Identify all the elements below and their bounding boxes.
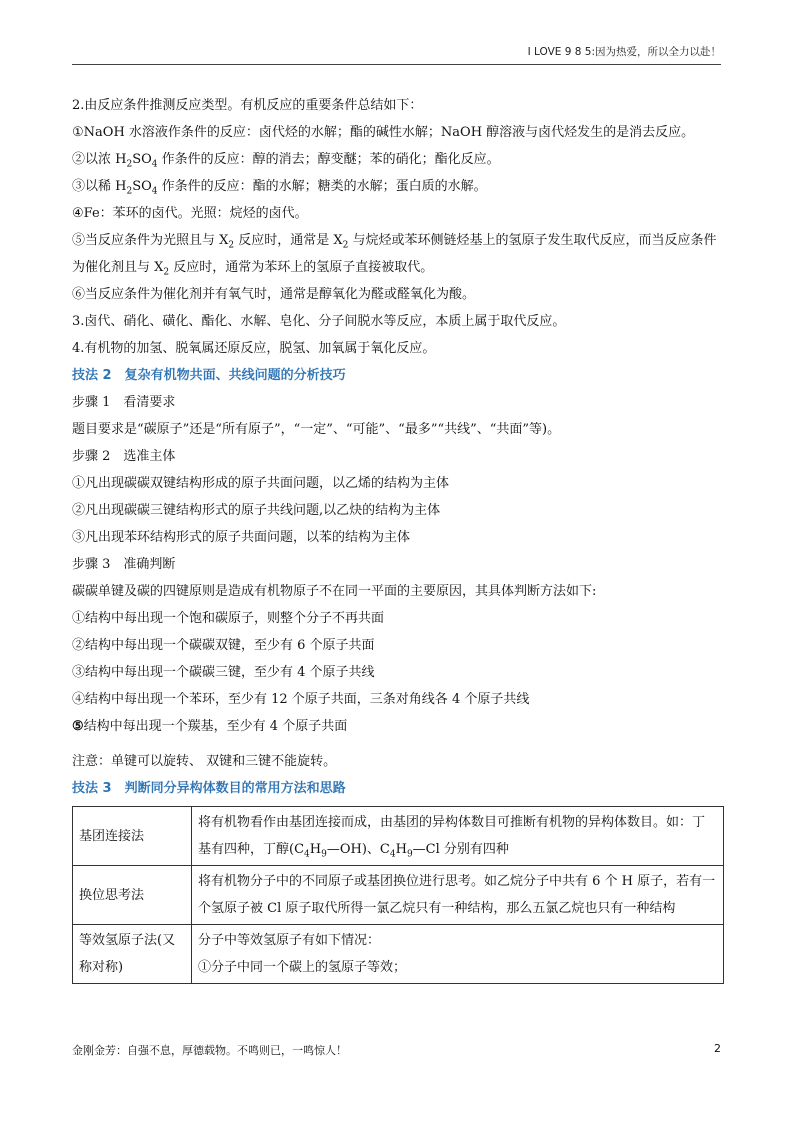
step3-title: 步骤 3 准确判断 [72,557,176,572]
step3-item-3: ③结构中每出现一个碳碳三键，至少有 4 个原子共线 [72,665,375,680]
table-row [73,807,724,866]
step3-item-4: ④结构中每出现一个苯环，至少有 12 个原子共面，三条对角线各 4 个原子共线 [72,692,530,707]
step2-item-3: ③凡出现苯环结构形式的原子共面问题，以苯的结构为主体 [72,530,411,545]
condition-item-6: ⑥当反应条件为催化剂并有氧气时，通常是醇氧化为醛或醛氧化为酸。 [72,287,476,302]
method-name: 换位思考法 [73,866,192,925]
step3-item-5: ⑤结构中每出现一个羰基，至少有 4 个原子共面 [72,719,348,734]
section2-intro: 2.由反应条件推测反应类型。有机反应的重要条件总结如下： [72,98,423,113]
header-divider [72,64,721,65]
method-name: 基团连接法 [73,807,192,866]
point-4: 4.有机物的加氢、脱氧属还原反应，脱氢、加氧属于氧化反应。 [72,341,436,356]
point-3: 3.卤代、硝化、磺化、酯化、水解、皂化、分子间脱水等反应，本质上属于取代反应。 [72,314,566,329]
condition-item-5: ⑤当反应条件为光照且与 $X_2$ 反应时，通常是 $X_2$ 与烷烃或苯环侧链烃基上的氢原子发生取代反应，而当反应条件为催化剂且与 $X_2$ 反应时，通常为苯环上的氢原子直接被取代。 [72,233,717,278]
step3-item-1: ①结构中每出现一个饱和碳原子，则整个分子不再共面 [72,611,385,626]
step3-item-2: ②结构中每出现一个碳碳双键，至少有 6 个原子共面 [72,638,375,653]
condition-item-1: ①NaOH 水溶液作条件的反应：卤代烃的水解；酯的碱性水解；NaOH 醇溶液与卤代烃发生的是消去反应。 [72,125,695,140]
technique2-heading: 技法 2 复杂有机物共面、共线问题的分析技巧 [72,368,346,383]
method-description: 将有机物分子中的不同原子或基团换位进行思考。如乙烷分子中共有 6 个 H 原子，若有一个氢原子被 Cl 原子取代所得一氯乙烷只有一种结构，那么五氯乙烷也只有一种结构 [192,866,724,925]
condition-item-2: ②以浓 $H_2SO_4$ 作条件的反应：醇的消去；醇变醚；苯的硝化；酯化反应。 [72,152,500,170]
page-content [72,92,724,984]
page-header: I LOVE 9 8 5:因为热爱，所以全力以赴！ [527,46,721,58]
table-row [73,925,724,984]
note: 注意：单键可以旋转、 双键和三键不能旋转。 [72,754,337,769]
method-description: 将有机物看作由基团连接而成，由基团的异构体数目可推断有机物的异构体数目。如：丁基有四种，丁醇$(C_4H_9—OH)$、$C_4H_9—Cl$ 分别有四种 [192,807,724,866]
method-description: 分子中等效氢原子有如下情况： ①分子中同一个碳上的氢原子等效； [192,925,724,984]
method-name: 等效氢原子法(又称对称) [73,925,192,984]
isomer-methods-table [72,806,724,984]
technique3-heading: 技法 3 判断同分异构体数目的常用方法和思路 [72,781,346,796]
step1-title: 步骤 1 看清要求 [72,395,176,410]
step2-item-1: ①凡出现碳碳双键结构形成的原子共面问题，以乙烯的结构为主体 [72,476,450,491]
step2-title: 步骤 2 选准主体 [72,449,176,464]
condition-item-4: ④Fe：苯环的卤代。光照：烷烃的卤代。 [72,206,308,221]
step1-text: 题目要求是“碳原子”还是“所有原子”，“一定”、“可能”、“最多”“共线”、“共面”等)。 [72,422,561,437]
table-row [73,866,724,925]
page-number: 2 [714,1042,721,1055]
footer-motto: 金刚金芳：自强不息，厚德载物。不鸣则已，一鸣惊人！ [72,1044,347,1057]
step2-item-2: ②凡出现碳碳三键结构形式的原子共线问题,以乙炔的结构为主体 [72,503,441,518]
step3-text: 碳碳单键及碳的四键原则是造成有机物原子不在同一平面的主要原因，其具体判断方法如下: [72,584,597,599]
condition-item-3: ③以稀 $H_2SO_4$ 作条件的反应：酯的水解；糖类的水解；蛋白质的水解。 [72,179,487,197]
